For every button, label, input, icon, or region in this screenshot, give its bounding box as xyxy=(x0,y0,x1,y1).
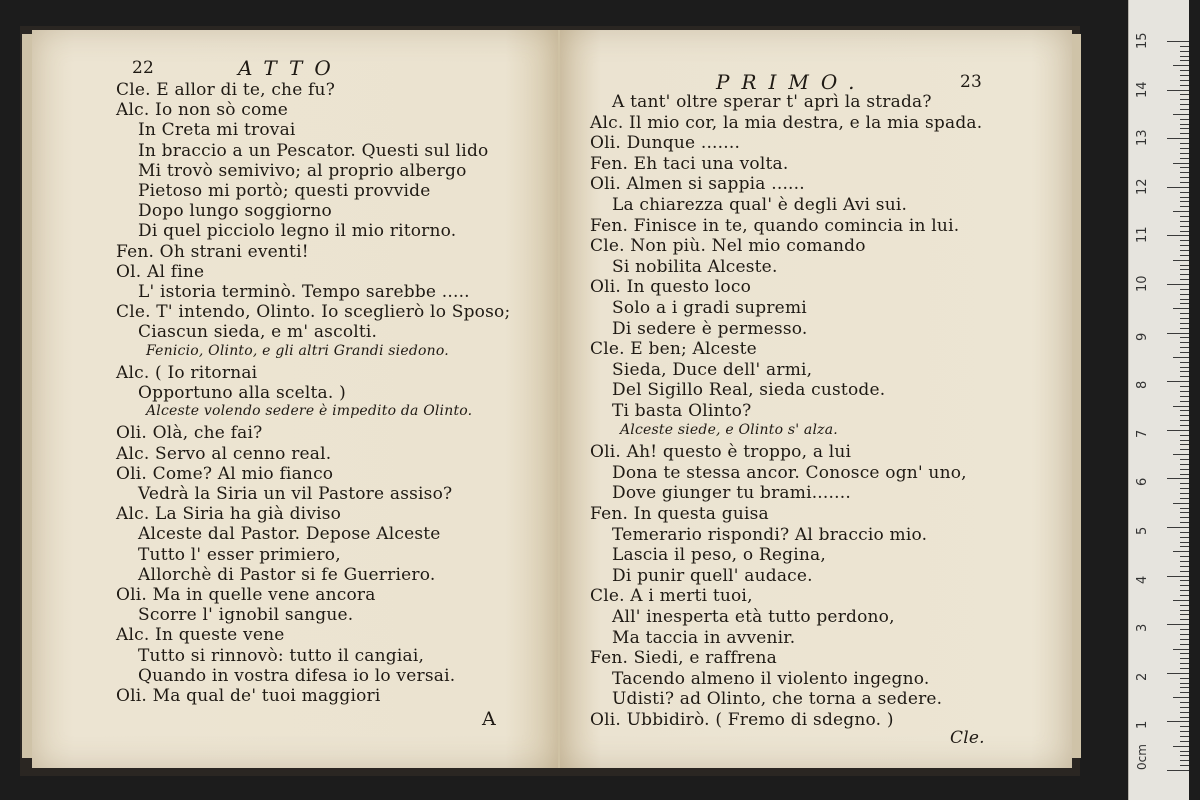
ruler-tick xyxy=(1180,265,1189,266)
ruler-label: 3 xyxy=(1135,623,1150,633)
ruler-tick xyxy=(1180,736,1189,737)
text-line: Fen. Finisce in te, quando comincia in lui. xyxy=(590,215,960,236)
ruler-tick xyxy=(1180,444,1189,445)
ruler-tick xyxy=(1173,114,1189,115)
ruler-tick xyxy=(1180,619,1189,620)
ruler-tick xyxy=(1180,104,1189,105)
ruler-tick xyxy=(1167,138,1189,139)
ruler-tick xyxy=(1180,318,1189,319)
running-header: ATTO xyxy=(238,56,343,80)
running-header: PRIMO. xyxy=(716,70,867,94)
text-line: All' inesperta età tutto perdono, xyxy=(612,607,895,627)
ruler-tick xyxy=(1173,260,1189,261)
ruler-tick xyxy=(1180,367,1189,368)
ruler-tick xyxy=(1180,342,1189,343)
text-line: Scorre l' ignobil sangue. xyxy=(138,605,354,626)
text-line: Oli. Come? Al mio fianco xyxy=(116,463,334,484)
ruler-tick xyxy=(1180,255,1189,256)
ruler-tick xyxy=(1167,673,1189,674)
text-line: Fen. Eh taci una volta. xyxy=(590,153,789,174)
text-line: Del Sigillo Real, sieda custode. xyxy=(612,380,886,401)
ruler-tick xyxy=(1180,493,1189,494)
ruler-tick xyxy=(1180,537,1189,538)
ruler-label: 8 xyxy=(1135,380,1150,390)
text-line: Sieda, Duce dell' armi, xyxy=(612,359,813,380)
ruler-tick xyxy=(1180,167,1189,168)
ruler-tick xyxy=(1180,172,1189,173)
ruler-tick xyxy=(1167,41,1189,42)
ruler-tick xyxy=(1180,60,1189,61)
text-line: Ol. Al fine xyxy=(116,261,205,282)
ruler-label: 7 xyxy=(1135,429,1150,438)
ruler-tick xyxy=(1180,206,1189,207)
ruler-tick xyxy=(1180,303,1189,304)
ruler-tick xyxy=(1173,163,1189,164)
ruler-tick xyxy=(1180,226,1189,227)
ruler-tick xyxy=(1180,629,1189,630)
ruler-tick xyxy=(1180,678,1189,679)
ruler-tick xyxy=(1173,357,1189,358)
ruler-tick xyxy=(1180,668,1189,669)
text-line: Dona te stessa ancor. Conosce ogn' uno, xyxy=(612,462,967,483)
text-line: Ma taccia in avvenir. xyxy=(612,627,796,648)
text-line: Temerario rispondi? Al braccio mio. xyxy=(612,524,928,545)
ruler-label: 13 xyxy=(1135,129,1150,147)
ruler-tick xyxy=(1180,371,1189,372)
ruler-tick xyxy=(1180,692,1189,693)
ruler-tick xyxy=(1180,517,1189,518)
ruler-tick xyxy=(1180,70,1189,71)
text-line: Alc. Il mio cor, la mia destra, e la mia spada. xyxy=(590,112,983,133)
open-book xyxy=(20,26,1080,776)
ruler-label: 15 xyxy=(1135,32,1150,49)
text-line: Lascia il peso, o Regina, xyxy=(612,545,826,566)
ruler-tick xyxy=(1180,274,1189,275)
text-line: Alceste dal Pastor. Depose Alceste xyxy=(138,524,441,545)
ruler-tick xyxy=(1180,488,1189,489)
ruler-tick xyxy=(1180,542,1189,543)
ruler-tick xyxy=(1167,527,1189,528)
text-line: Alc. ( Io ritornai xyxy=(116,362,258,383)
page-number: 23 xyxy=(960,72,983,92)
ruler-tick xyxy=(1180,663,1189,664)
text-line: Alc. La Siria ha già diviso xyxy=(116,504,342,525)
ruler-tick xyxy=(1173,406,1189,407)
ruler-tick xyxy=(1180,449,1189,450)
ruler-tick xyxy=(1180,546,1189,547)
ruler-tick xyxy=(1180,133,1189,134)
ruler-tick xyxy=(1173,454,1189,455)
text-line: Dove giunger tu brami....... xyxy=(612,483,851,504)
ruler-tick xyxy=(1180,731,1189,732)
ruler-tick xyxy=(1180,644,1189,645)
text-line: Oli. Ah! questo è troppo, a lui xyxy=(590,442,852,463)
text-line: Fenicio, Olinto, e gli altri Grandi siedono. xyxy=(146,342,449,359)
ruler-tick xyxy=(1180,177,1189,178)
text-line: Di sedere è permesso. xyxy=(612,318,808,339)
ruler-tick xyxy=(1167,381,1189,382)
ruler-tick xyxy=(1180,391,1189,392)
ruler-tick xyxy=(1180,425,1189,426)
text-line: Oli. Ma qual de' tuoi maggiori xyxy=(116,686,381,706)
ruler-tick xyxy=(1180,313,1189,314)
ruler-tick xyxy=(1180,522,1189,523)
text-line: Udisti? ad Olinto, che torna a sedere. xyxy=(612,689,943,710)
ruler-tick xyxy=(1180,755,1189,756)
text-line: In braccio a un Pescator. Questi sul lido xyxy=(138,140,489,161)
ruler-tick xyxy=(1180,75,1189,76)
ruler-tick xyxy=(1180,216,1189,217)
ruler-tick xyxy=(1180,639,1189,640)
ruler-label: 11 xyxy=(1135,226,1150,244)
ruler-tick xyxy=(1167,333,1189,334)
ruler-label: 12 xyxy=(1135,178,1150,195)
ruler-tick xyxy=(1173,551,1189,552)
ruler-tick xyxy=(1167,770,1189,771)
text-line: Mi trovò semivivo; al proprio albergo xyxy=(138,160,467,181)
catchword: Cle. xyxy=(950,728,985,748)
text-line: Si nobilita Alceste. xyxy=(612,256,778,277)
ruler-tick xyxy=(1180,323,1189,324)
text-line: Cle. T' intendo, Olinto. Io sceglierò lo Sposo; xyxy=(116,302,511,323)
ruler-tick xyxy=(1180,420,1189,421)
ruler-label: 1 xyxy=(1135,721,1150,730)
ruler-tick xyxy=(1180,245,1189,246)
ruler-tick xyxy=(1180,683,1189,684)
ruler-tick xyxy=(1180,221,1189,222)
ruler-tick xyxy=(1180,56,1189,57)
text-line: A tant' oltre sperar t' aprì la strada? xyxy=(612,92,932,112)
text-line: Alc. In queste vene xyxy=(116,625,285,646)
text-line: Fen. Oh strani eventi! xyxy=(116,241,309,262)
ruler-tick xyxy=(1180,396,1189,397)
ruler-tick xyxy=(1173,65,1189,66)
text-line: L' istoria terminò. Tempo sarebbe ..... xyxy=(138,282,470,302)
ruler-tick xyxy=(1180,201,1189,202)
text-line: Oli. Olà, che fai? xyxy=(116,423,263,444)
ruler-tick xyxy=(1180,702,1189,703)
catchword: A xyxy=(482,708,496,730)
ruler-tick xyxy=(1180,279,1189,280)
ruler-tick xyxy=(1180,85,1189,86)
ruler-tick xyxy=(1167,721,1189,722)
text-line: La chiarezza qual' è degli Avi sui. xyxy=(612,195,908,215)
ruler-tick xyxy=(1180,512,1189,513)
ruler-tick xyxy=(1180,299,1189,300)
ruler-tick xyxy=(1180,459,1189,460)
text-line: Fen. In questa guisa xyxy=(590,504,769,524)
text-line: Alc. Io non sò come xyxy=(116,100,289,121)
ruler-tick xyxy=(1180,182,1189,183)
text-line: Cle. A i merti tuoi, xyxy=(590,586,753,607)
text-line: Tutto si rinnovò: tutto il cangiai, xyxy=(138,645,425,666)
ruler-label: 5 xyxy=(1135,526,1150,535)
ruler-tick xyxy=(1167,478,1189,479)
ruler-tick xyxy=(1180,580,1189,581)
text-line: Allorchè di Pastor si fe Guerriero. xyxy=(138,564,436,585)
ruler-tick xyxy=(1180,94,1189,95)
ruler-tick xyxy=(1167,576,1189,577)
ruler-tick xyxy=(1180,765,1189,766)
ruler-tick xyxy=(1180,561,1189,562)
ruler-tick xyxy=(1180,712,1189,713)
ruler-tick xyxy=(1180,610,1189,611)
text-line: Dopo lungo soggiorno xyxy=(138,201,332,222)
ruler-tick xyxy=(1180,585,1189,586)
ruler-tick xyxy=(1180,119,1189,120)
ruler-tick xyxy=(1180,658,1189,659)
ruler-tick xyxy=(1180,595,1189,596)
ruler-tick xyxy=(1180,566,1189,567)
ruler-label: 6 xyxy=(1135,478,1150,487)
text-line: Oli. Dunque ....... xyxy=(590,133,741,154)
ruler-label: 9 xyxy=(1135,332,1150,341)
page-number: 22 xyxy=(132,58,155,78)
ruler-tick xyxy=(1167,284,1189,285)
ruler-tick xyxy=(1173,649,1189,650)
ruler-tick xyxy=(1180,751,1189,752)
ruler-label: 4 xyxy=(1135,575,1150,584)
ruler-tick xyxy=(1180,726,1189,727)
ruler-tick xyxy=(1180,464,1189,465)
ruler-tick xyxy=(1180,153,1189,154)
ruler-label: 10 xyxy=(1135,275,1150,292)
ruler-tick xyxy=(1180,707,1189,708)
ruler-label: 2 xyxy=(1135,672,1150,681)
ruler-tick xyxy=(1180,158,1189,159)
ruler-tick xyxy=(1167,624,1189,625)
text-line: Cle. Non più. Nel mio comando xyxy=(590,236,866,257)
text-line: Alceste siede, e Olinto s' alza. xyxy=(620,421,838,438)
text-line: Di punir quell' audace. xyxy=(612,565,813,586)
text-line: Solo a i gradi supremi xyxy=(612,298,807,318)
text-line: Quando in vostra difesa io lo versai. xyxy=(138,665,456,686)
ruler-tick xyxy=(1180,376,1189,377)
text-line: Pietoso mi portò; questi provvide xyxy=(138,181,431,201)
ruler-tick xyxy=(1173,600,1189,601)
text-line: Tutto l' esser primiero, xyxy=(138,544,341,565)
left-page xyxy=(32,30,560,768)
ruler-tick xyxy=(1180,362,1189,363)
ruler-tick xyxy=(1180,143,1189,144)
ruler-tick xyxy=(1180,386,1189,387)
ruler-tick xyxy=(1180,269,1189,270)
text-line: Alceste volendo sedere è impedito da Olinto. xyxy=(146,403,473,420)
text-line: Cle. E ben; Alceste xyxy=(590,339,757,360)
ruler-tick xyxy=(1180,556,1189,557)
ruler-tick xyxy=(1180,46,1189,47)
text-line: Ti basta Olinto? xyxy=(612,401,752,421)
ruler-tick xyxy=(1180,687,1189,688)
ruler-tick xyxy=(1180,148,1189,149)
ruler-tick xyxy=(1173,503,1189,504)
ruler-tick xyxy=(1180,532,1189,533)
right-page xyxy=(560,30,1072,768)
ruler-tick xyxy=(1180,653,1189,654)
ruler-tick xyxy=(1180,99,1189,100)
ruler-tick xyxy=(1180,717,1189,718)
text-line: Oli. Almen si sappia ...... xyxy=(590,174,805,195)
ruler-tick xyxy=(1180,289,1189,290)
ruler-tick xyxy=(1180,51,1189,52)
ruler-tick xyxy=(1180,435,1189,436)
ruler-tick xyxy=(1180,508,1189,509)
ruler-tick xyxy=(1173,211,1189,212)
ruler-tick xyxy=(1180,483,1189,484)
ruler-tick xyxy=(1180,474,1189,475)
ruler-tick xyxy=(1180,80,1189,81)
text-line: In Creta mi trovai xyxy=(138,120,296,141)
text-line: Tacendo almeno il violento ingegno. xyxy=(612,668,930,689)
ruler-tick xyxy=(1180,410,1189,411)
ruler-tick xyxy=(1180,294,1189,295)
ruler-tick xyxy=(1180,469,1189,470)
ruler-label: 14 xyxy=(1135,81,1150,98)
text-line: Di quel picciolo legno il mio ritorno. xyxy=(138,221,457,242)
ruler-tick xyxy=(1180,109,1189,110)
ruler-tick xyxy=(1180,401,1189,402)
ruler-tick xyxy=(1167,90,1189,91)
ruler-tick xyxy=(1180,250,1189,251)
ruler-tick xyxy=(1180,571,1189,572)
text-line: Vedrà la Siria un vil Pastore assiso? xyxy=(138,484,453,504)
ruler-tick xyxy=(1180,352,1189,353)
ruler-tick xyxy=(1167,235,1189,236)
ruler-tick xyxy=(1167,187,1189,188)
ruler-tick xyxy=(1180,328,1189,329)
text-line: Cle. E allor di te, che fu? xyxy=(116,80,336,100)
ruler-tick xyxy=(1173,697,1189,698)
measuring-ruler xyxy=(1128,0,1189,800)
ruler-tick xyxy=(1180,124,1189,125)
ruler-tick xyxy=(1180,347,1189,348)
text-line: Opportuno alla scelta. ) xyxy=(138,383,346,403)
ruler-tick xyxy=(1180,614,1189,615)
ruler-tick xyxy=(1180,634,1189,635)
ruler-tick xyxy=(1173,308,1189,309)
ruler-tick xyxy=(1180,337,1189,338)
ruler-tick xyxy=(1180,741,1189,742)
text-line: Fen. Siedi, e raffrena xyxy=(590,648,777,669)
text-line: Oli. In questo loco xyxy=(590,277,752,298)
text-line: Ciascun sieda, e m' ascolti. xyxy=(138,322,378,343)
text-line: Oli. Ubbidirò. ( Fremo di sdegno. ) xyxy=(590,710,894,730)
ruler-unit-label: 0cm xyxy=(1135,744,1149,770)
ruler-tick xyxy=(1180,440,1189,441)
ruler-tick xyxy=(1180,240,1189,241)
ruler-tick xyxy=(1180,590,1189,591)
ruler-tick xyxy=(1180,498,1189,499)
ruler-tick xyxy=(1180,197,1189,198)
ruler-tick xyxy=(1180,192,1189,193)
ruler-tick xyxy=(1173,746,1189,747)
ruler-tick xyxy=(1180,605,1189,606)
ruler-tick xyxy=(1180,760,1189,761)
ruler-tick xyxy=(1180,231,1189,232)
text-line: Alc. Servo al cenno real. xyxy=(116,443,332,464)
ruler-tick xyxy=(1167,430,1189,431)
ruler-tick xyxy=(1180,415,1189,416)
ruler-tick xyxy=(1180,128,1189,129)
text-line: Oli. Ma in quelle vene ancora xyxy=(116,585,376,605)
